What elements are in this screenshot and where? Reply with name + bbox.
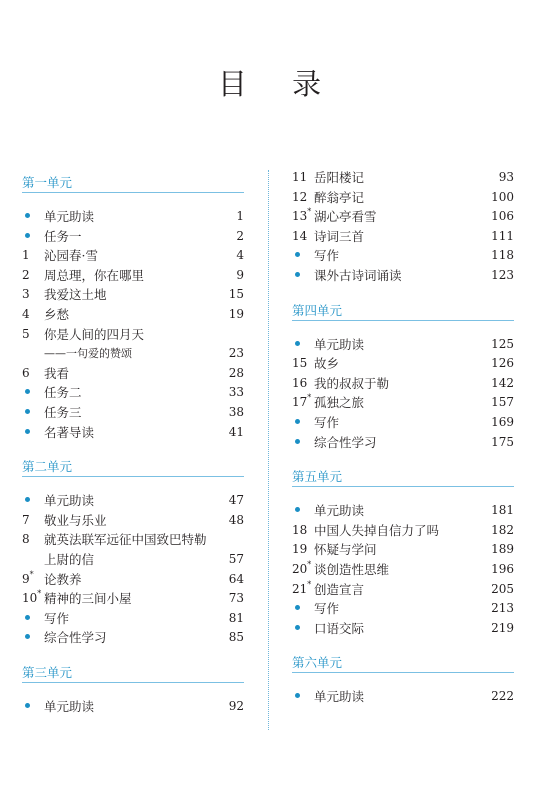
unit-rule — [22, 682, 244, 683]
entry-title: 岳阳楼记 — [314, 170, 365, 185]
entry-title: 写作 — [314, 248, 340, 264]
toc-entry[interactable] — [22, 511, 244, 531]
lesson-number — [22, 570, 42, 590]
toc-entry[interactable] — [22, 403, 244, 423]
entry-title: 沁园春·雪 — [44, 248, 98, 264]
lesson-number — [22, 266, 42, 286]
bullet-dot-icon — [25, 389, 30, 394]
toc-entry[interactable] — [22, 285, 244, 305]
unit-gap — [22, 482, 244, 491]
bullet-icon — [292, 501, 312, 521]
toc-entry[interactable] — [22, 628, 244, 648]
page-number: 15 — [228, 287, 244, 302]
bullet-dot-icon — [295, 272, 300, 277]
self-study-star-icon: * — [307, 393, 312, 403]
lesson-number — [292, 560, 312, 580]
bullet-dot-icon — [295, 605, 300, 610]
column-divider — [268, 170, 269, 730]
entry-title: 任务二 — [44, 385, 82, 401]
toc-entry[interactable] — [22, 207, 244, 227]
lesson-number — [292, 188, 312, 208]
lesson-number-text: 8 — [22, 532, 30, 547]
lesson-number-text: 20 — [292, 561, 308, 576]
unit-gap — [292, 678, 514, 687]
toc-entry[interactable] — [22, 697, 244, 717]
bullet-icon — [22, 491, 42, 511]
toc-entry[interactable] — [292, 560, 514, 580]
page-number: 64 — [228, 571, 244, 586]
unit-header — [292, 648, 514, 678]
page-number: 181 — [491, 503, 514, 518]
entry-title: 谈创造性思维 — [314, 561, 390, 577]
entry-title: 敬业与乐业 — [44, 512, 107, 528]
bullet-dot-icon — [295, 625, 300, 630]
lesson-number — [292, 207, 312, 227]
lesson-number — [292, 393, 312, 413]
bullet-dot-icon — [295, 507, 300, 512]
page-number: 196 — [491, 561, 514, 576]
page-number: 205 — [491, 581, 514, 596]
page-number: 85 — [228, 630, 244, 645]
page-number: 19 — [228, 306, 244, 321]
toc-entry[interactable] — [292, 227, 514, 247]
self-study-star-icon: * — [307, 207, 312, 217]
entry-title: 单元助读 — [314, 503, 365, 519]
lesson-number — [22, 511, 42, 531]
bullet-icon — [292, 619, 312, 639]
entry-title: 单元助读 — [44, 698, 95, 714]
entry-title: 上尉的信 — [44, 551, 95, 567]
page-title: 目 录 — [217, 67, 340, 101]
bullet-dot-icon — [295, 341, 300, 346]
toc-entry[interactable] — [292, 580, 514, 600]
page-number: 81 — [228, 610, 244, 625]
self-study-star-icon: * — [29, 569, 34, 579]
entry-title: 综合性学习 — [44, 630, 107, 646]
self-study-star-icon: * — [307, 579, 312, 589]
lesson-number-text: 13 — [292, 209, 308, 224]
lesson-number — [22, 589, 42, 609]
bullet-dot-icon — [295, 252, 300, 257]
toc-right-column — [292, 168, 514, 707]
toc-entry[interactable] — [22, 364, 244, 384]
entry-title: 中国人失掉自信力了吗 — [314, 522, 440, 538]
entry-title: 创造宣言 — [314, 581, 365, 597]
unit-title: 第二单元 — [22, 459, 73, 475]
bullet-icon — [22, 383, 42, 403]
entry-title: 孤独之旅 — [314, 395, 365, 411]
entry-title: 口语交际 — [314, 620, 365, 636]
toc-entry[interactable] — [22, 246, 244, 266]
toc-entry[interactable] — [22, 344, 244, 364]
unit-gap — [22, 198, 244, 207]
page-number: 23 — [228, 346, 244, 361]
section-spacer — [292, 452, 514, 462]
bullet-dot-icon — [25, 233, 30, 238]
entry-title: 写作 — [314, 414, 340, 430]
toc-entry[interactable] — [22, 491, 244, 511]
toc-entry[interactable] — [22, 609, 244, 629]
entry-title: 我看 — [44, 365, 70, 381]
unit-rule — [292, 320, 514, 321]
entry-title: 精神的三间小屋 — [44, 591, 132, 607]
entry-title: 周总理，你在哪里 — [44, 267, 145, 283]
lesson-number-text: 21 — [292, 581, 308, 596]
toc-entry[interactable] — [292, 599, 514, 619]
bullet-dot-icon — [25, 409, 30, 414]
lesson-number-text: 14 — [292, 228, 308, 243]
bullet-icon — [292, 433, 312, 453]
lesson-number-text: 1 — [22, 248, 30, 263]
bullet-icon — [22, 697, 42, 717]
lesson-number — [292, 540, 312, 560]
page-number: 111 — [491, 228, 514, 243]
bullet-icon — [22, 423, 42, 443]
page-number: 41 — [228, 424, 244, 439]
page-number: 118 — [491, 248, 514, 263]
toc-entry[interactable] — [22, 550, 244, 570]
lesson-number-text: 5 — [22, 326, 30, 341]
bullet-icon — [22, 628, 42, 648]
unit-gap — [292, 326, 514, 335]
bullet-icon — [292, 335, 312, 355]
toc-entry[interactable] — [292, 168, 514, 188]
unit-header — [22, 452, 244, 482]
lesson-number — [292, 521, 312, 541]
page-number: 189 — [491, 542, 514, 557]
entry-title: 写作 — [44, 610, 70, 626]
lesson-number — [292, 580, 312, 600]
lesson-number-text: 15 — [292, 356, 308, 371]
toc-entry[interactable] — [292, 246, 514, 266]
page-number: 9 — [236, 267, 244, 282]
toc-entry[interactable] — [22, 266, 244, 286]
page-number: 2 — [236, 228, 244, 243]
lesson-number-text: 2 — [22, 267, 30, 282]
lesson-number-text: 7 — [22, 512, 30, 527]
toc-entry[interactable] — [292, 433, 514, 453]
entry-title: 单元助读 — [314, 689, 365, 705]
toc-entry[interactable] — [292, 354, 514, 374]
bullet-icon — [292, 599, 312, 619]
toc-entry[interactable] — [292, 335, 514, 355]
toc-entry[interactable] — [292, 393, 514, 413]
toc-entry[interactable] — [22, 589, 244, 609]
lesson-number — [292, 354, 312, 374]
entry-title: 单元助读 — [44, 493, 95, 509]
lesson-number — [22, 364, 42, 384]
section-spacer — [22, 442, 244, 452]
unit-header — [292, 462, 514, 492]
lesson-number — [292, 374, 312, 394]
lesson-number-text: 12 — [292, 189, 308, 204]
toc-entry[interactable] — [22, 570, 244, 590]
lesson-number-text: 6 — [22, 365, 30, 380]
bullet-dot-icon — [295, 439, 300, 444]
bullet-icon — [292, 266, 312, 286]
lesson-number-text: 3 — [22, 287, 30, 302]
page-number: 169 — [491, 414, 514, 429]
page-number: 126 — [491, 356, 514, 371]
toc-entry[interactable] — [22, 530, 244, 550]
toc-entry[interactable] — [22, 325, 244, 345]
page-number: 92 — [228, 698, 244, 713]
toc-entry[interactable] — [292, 501, 514, 521]
page-number: 219 — [491, 620, 514, 635]
entry-title: 乡愁 — [44, 306, 70, 322]
entry-title: 我爱这土地 — [44, 287, 107, 303]
entry-title: 故乡 — [314, 356, 340, 372]
unit-gap — [22, 688, 244, 697]
entry-title: 醉翁亭记 — [314, 189, 365, 205]
unit-rule — [22, 192, 244, 193]
entry-title: 怀疑与学问 — [314, 542, 377, 558]
lesson-number — [292, 227, 312, 247]
entry-title: 单元助读 — [314, 336, 365, 352]
bullet-icon — [292, 246, 312, 266]
self-study-star-icon: * — [37, 589, 42, 599]
lesson-number — [22, 305, 42, 325]
page-number: 175 — [491, 434, 514, 449]
unit-title: 第六单元 — [292, 655, 343, 671]
entry-title: 课外古诗词诵读 — [314, 267, 402, 283]
page-number: 73 — [228, 591, 244, 606]
lesson-number — [22, 285, 42, 305]
unit-title: 第三单元 — [22, 664, 73, 680]
entry-title: 写作 — [314, 601, 340, 617]
unit-header — [22, 658, 244, 688]
toc-entry[interactable] — [292, 619, 514, 639]
lesson-number-text: 19 — [292, 542, 308, 557]
section-spacer — [22, 648, 244, 658]
lesson-number — [22, 325, 42, 345]
unit-rule — [292, 486, 514, 487]
toc-entry[interactable] — [22, 423, 244, 443]
bullet-dot-icon — [25, 213, 30, 218]
entry-title: 任务一 — [44, 228, 82, 244]
page-number: 4 — [236, 248, 244, 263]
unit-header — [22, 168, 244, 198]
entry-title: 诗词三首 — [314, 228, 365, 244]
section-spacer — [292, 286, 514, 296]
lesson-number — [292, 168, 312, 188]
lesson-number-text: 18 — [292, 522, 308, 537]
bullet-dot-icon — [25, 634, 30, 639]
self-study-star-icon: * — [307, 559, 312, 569]
page-number: 182 — [491, 522, 514, 537]
entry-title: 我的叔叔于勒 — [314, 375, 390, 391]
bullet-icon — [22, 207, 42, 227]
lesson-number-text: 10 — [22, 591, 38, 606]
page-number: 38 — [228, 404, 244, 419]
toc-entry[interactable] — [292, 413, 514, 433]
entry-title: ——一句爱的赞颂 — [44, 347, 132, 361]
toc-entry[interactable] — [22, 383, 244, 403]
entry-title: 单元助读 — [44, 209, 95, 224]
lesson-number-text: 9 — [22, 571, 30, 586]
page-number: 222 — [491, 689, 514, 704]
toc-left-column — [22, 168, 244, 716]
lesson-number-text: 16 — [292, 375, 308, 390]
bullet-dot-icon — [25, 615, 30, 620]
section-spacer — [292, 638, 514, 648]
unit-gap — [292, 492, 514, 501]
page-number: 157 — [491, 395, 514, 410]
bullet-dot-icon — [25, 497, 30, 502]
toc-entry[interactable] — [292, 188, 514, 208]
entry-title: 任务三 — [44, 404, 82, 420]
lesson-number — [22, 530, 42, 550]
lesson-number-text: 4 — [22, 306, 30, 321]
page-number: 28 — [228, 365, 244, 380]
lesson-number-text: 17 — [292, 395, 308, 410]
toc-entry[interactable] — [292, 266, 514, 286]
bullet-icon — [22, 403, 42, 423]
toc-entry[interactable] — [22, 305, 244, 325]
page-number: 100 — [491, 189, 514, 204]
bullet-dot-icon — [25, 703, 30, 708]
unit-rule — [22, 476, 244, 477]
unit-title: 第四单元 — [292, 302, 343, 318]
page-number: 47 — [228, 493, 244, 508]
entry-title: 综合性学习 — [314, 434, 377, 450]
bullet-dot-icon — [25, 429, 30, 434]
page-number: 93 — [498, 170, 514, 184]
toc-entry[interactable] — [292, 521, 514, 541]
bullet-icon — [292, 413, 312, 433]
page-number: 213 — [491, 601, 514, 616]
page-number: 106 — [491, 209, 514, 224]
page-number: 48 — [228, 512, 244, 527]
unit-title: 第一单元 — [22, 175, 73, 190]
entry-title: 就英法联军远征中国致巴特勒 — [44, 532, 207, 548]
page-number: 142 — [491, 375, 514, 390]
page-number: 1 — [236, 209, 244, 223]
page-number: 33 — [228, 385, 244, 400]
toc-entry[interactable] — [292, 207, 514, 227]
page-number: 125 — [491, 336, 514, 351]
unit-title: 第五单元 — [292, 469, 343, 485]
entry-title: 论教养 — [44, 571, 82, 587]
toc-entry[interactable] — [292, 687, 514, 707]
bullet-icon — [292, 687, 312, 707]
lesson-number-text: 11 — [292, 170, 308, 184]
toc-entry[interactable] — [22, 227, 244, 247]
bullet-dot-icon — [295, 693, 300, 698]
toc-entry[interactable] — [292, 540, 514, 560]
entry-title: 湖心亭看雪 — [314, 209, 377, 225]
bullet-dot-icon — [295, 419, 300, 424]
entry-title: 名著导读 — [44, 424, 95, 440]
page-number: 57 — [228, 551, 244, 566]
bullet-icon — [22, 227, 42, 247]
lesson-number — [22, 246, 42, 266]
entry-title: 你是人间的四月天 — [44, 326, 145, 342]
page-number: 123 — [491, 267, 514, 282]
bullet-icon — [22, 609, 42, 629]
unit-rule — [292, 672, 514, 673]
toc-entry[interactable] — [292, 374, 514, 394]
unit-header — [292, 296, 514, 326]
